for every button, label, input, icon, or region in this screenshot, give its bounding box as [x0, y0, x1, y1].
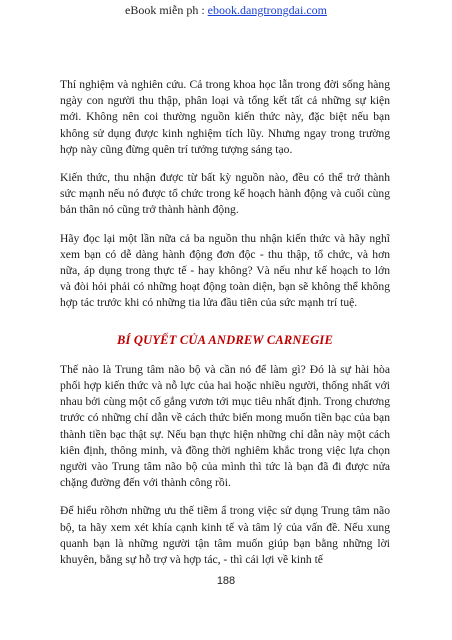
section-title: BÍ QUYẾT CỦA ANDREW CARNEGIE — [116, 332, 334, 347]
paragraph: Để hiểu rõhơn những ưu thế tiềm ẩ trong việc sử dụng Trung tâm não bộ, ta hãy xem xét khía cạnh kinh tế và tâm lý của vấn đề. Nếu xung quanh bạn là những người tận tâm muốn giúp bạn bằng những lời khuyên, bằng sự hỗ trợ và hợp tác, - thì cái lợi về kinh tế — [60, 504, 390, 567]
header-link[interactable]: ebook.dangtrongdai.com — [207, 3, 327, 17]
page-number: 188 — [216, 575, 236, 587]
header-prefix: eBook miễn ph : — [125, 3, 208, 17]
paragraph: Hãy đọc lại một lần nữa cả ba nguồn thu nhận kiến thức và hãy nghĩ xem bạn có dễ dàng hành động đơn độc - thu thập, tổ chức, và hơn nữa, áp dụng trong thực tế - hay không? Và nếu như kế hoạch to lớn và đòi hỏi phải có những hoạt động toàn diện, bạn sẽ không thể không hợp tác trước khi có những tia lửa đầu tiên của sức mạnh trí tuệ. — [60, 231, 390, 310]
page-body — [60, 77, 390, 580]
page-header — [0, 3, 452, 17]
paragraph: Kiến thức, thu nhận được từ bất kỳ nguồn nào, đều có thể trở thành sức mạnh nếu nó được tổ chức trong kế hoạch hành động và cuối cùng bản thân nó cũng trở thành hành động. — [60, 171, 390, 217]
paragraph: Thế nào là Trung tâm não bộ và cần nó để làm gì? Đó là sự hài hòa phối hợp kiến thức và nỗ lực của hai hoặc nhiều người, thống nhất với nhau bởi cùng một cố gắng vươn tới mục tiêu nhất định. Trong chương trước có những chỉ dẫn về cách thức biến mong muốn tiền bạc của bạn thành tiền bạc thật sự. Nếu bạn thực hiện những chỉ dẫn này một cách kiên định, thông minh, và đồng thời nghiêm khắc trong việc lựa chọn người vào Trung tâm não bộ của mình thì tức là bạn đã đi được nửa chặng đường đến với thành công rồi. — [60, 362, 390, 490]
paragraph: Thí nghiệm và nghiên cứu. Cả trong khoa học lẫn trong đời sống hàng ngày con người thu thập, phân loại và tổng kết tất cả những sự kiện mới. Không nên coi thường nguồn kiến thức này, đặc biệt nếu bạn không sử dụng được kinh nghiệm tích lũy. Nhưng ngay trong trường hợp này cũng đừng quên trí tưởng tượng sáng tạo. — [60, 78, 390, 156]
